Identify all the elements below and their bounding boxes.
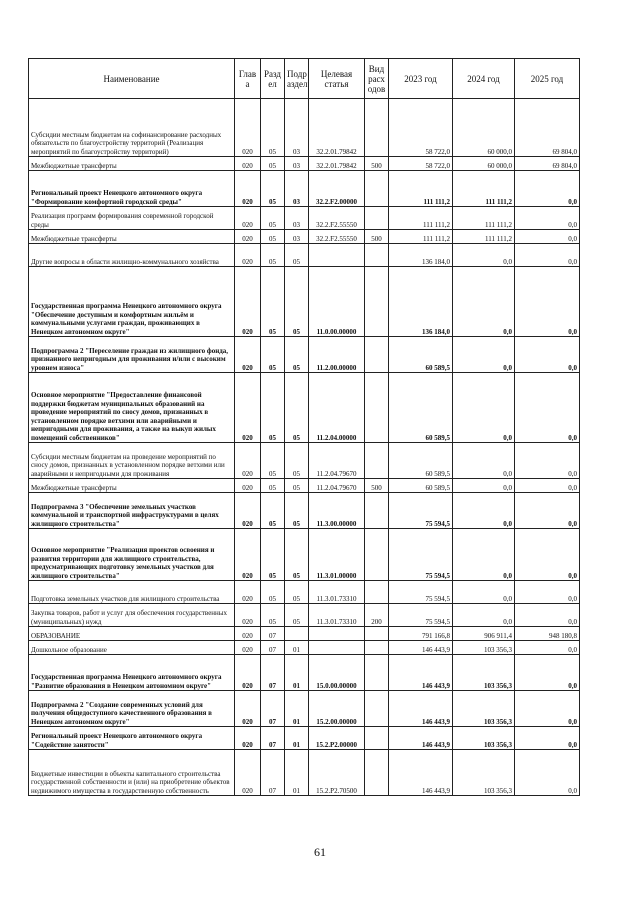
- cell-name: Межбюджетные трансферты: [29, 230, 235, 244]
- cell-glava: 020: [235, 267, 261, 337]
- cell-podrazdel: 05: [285, 581, 309, 604]
- cell-vid: 500: [365, 230, 389, 244]
- cell-razdel: 05: [261, 581, 285, 604]
- cell-statya: 15.2.00.00000: [309, 691, 365, 727]
- cell-2025: 0,0: [515, 443, 580, 479]
- table-row: [29, 99, 580, 157]
- cell-razdel: 07: [261, 627, 285, 641]
- header-glava: Глав а: [235, 59, 261, 99]
- cell-2025: 0,0: [515, 727, 580, 750]
- cell-statya: 11.3.01.00000: [309, 529, 365, 581]
- table-row: [29, 230, 580, 244]
- cell-2024: 0,0: [453, 443, 515, 479]
- cell-podrazdel: 01: [285, 691, 309, 727]
- cell-glava: 020: [235, 627, 261, 641]
- table-row: [29, 443, 580, 479]
- cell-podrazdel: 03: [285, 171, 309, 207]
- cell-vid: [365, 244, 389, 267]
- cell-statya: 32.2.01.79842: [309, 99, 365, 157]
- cell-2023: 58 722,0: [389, 157, 453, 171]
- cell-glava: 020: [235, 207, 261, 230]
- budget-table: [28, 58, 580, 796]
- table-row: [29, 627, 580, 641]
- cell-statya: [309, 627, 365, 641]
- cell-vid: [365, 171, 389, 207]
- cell-2025: 0,0: [515, 493, 580, 529]
- cell-glava: 020: [235, 479, 261, 493]
- table-row: [29, 479, 580, 493]
- cell-vid: [365, 99, 389, 157]
- cell-statya: 15.0.00.00000: [309, 655, 365, 691]
- cell-glava: 020: [235, 244, 261, 267]
- cell-vid: 500: [365, 157, 389, 171]
- cell-podrazdel: 05: [285, 493, 309, 529]
- cell-statya: 11.3.00.00000: [309, 493, 365, 529]
- cell-vid: [365, 641, 389, 655]
- cell-glava: 020: [235, 581, 261, 604]
- table-row: [29, 529, 580, 581]
- cell-2023: 60 589,5: [389, 337, 453, 373]
- cell-name: ОБРАЗОВАНИЕ: [29, 627, 235, 641]
- cell-podrazdel: 05: [285, 604, 309, 627]
- cell-glava: 020: [235, 493, 261, 529]
- cell-2025: 0,0: [515, 604, 580, 627]
- cell-2025: 0,0: [515, 171, 580, 207]
- cell-2024: 0,0: [453, 529, 515, 581]
- cell-vid: 200: [365, 604, 389, 627]
- cell-glava: 020: [235, 727, 261, 750]
- cell-2025: 0,0: [515, 581, 580, 604]
- cell-razdel: 05: [261, 99, 285, 157]
- cell-razdel: 05: [261, 337, 285, 373]
- cell-name: Региональный проект Ненецкого автономного округа "Содействие занятости": [29, 727, 235, 750]
- cell-podrazdel: 05: [285, 529, 309, 581]
- cell-razdel: 05: [261, 244, 285, 267]
- cell-name: Основное мероприятие "Реализация проектов освоения и развития территории для жилищного строительства, предусматривающих подготовку земельных участков для жилищного строительства": [29, 529, 235, 581]
- cell-podrazdel: [285, 627, 309, 641]
- cell-glava: 020: [235, 529, 261, 581]
- cell-razdel: 07: [261, 691, 285, 727]
- cell-name: Субсидии местным бюджетам на проведение мероприятий по сносу домов, признанных в установленном порядке ветхими или аварийными и непригодными для проживания: [29, 443, 235, 479]
- cell-name: Закупка товаров, работ и услуг для обеспечения государственных (муниципальных) нужд: [29, 604, 235, 627]
- cell-podrazdel: 01: [285, 727, 309, 750]
- cell-2025: 0,0: [515, 244, 580, 267]
- header-name: Наименование: [29, 59, 235, 99]
- cell-podrazdel: 03: [285, 157, 309, 171]
- cell-statya: 32.2.F2.55550: [309, 230, 365, 244]
- table-row: [29, 373, 580, 443]
- cell-glava: 020: [235, 655, 261, 691]
- cell-statya: 15.2.P2.70500: [309, 750, 365, 796]
- cell-2023: 111 111,2: [389, 171, 453, 207]
- cell-vid: [365, 443, 389, 479]
- cell-2025: 69 804,0: [515, 157, 580, 171]
- cell-name: Подготовка земельных участков для жилищного строительства: [29, 581, 235, 604]
- cell-2024: 60 000,0: [453, 99, 515, 157]
- cell-podrazdel: 03: [285, 230, 309, 244]
- cell-statya: 32.2.F2.55550: [309, 207, 365, 230]
- cell-podrazdel: 03: [285, 207, 309, 230]
- cell-name: Подпрограмма 2 "Переселение граждан из жилищного фонда, признанного непригодным для проживания и/или с высоким уровнем износа": [29, 337, 235, 373]
- header-2025: 2025 год: [515, 59, 580, 99]
- cell-name: Реализация программ формирования современной городской среды: [29, 207, 235, 230]
- cell-podrazdel: 05: [285, 337, 309, 373]
- cell-podrazdel: 05: [285, 443, 309, 479]
- cell-razdel: 05: [261, 373, 285, 443]
- cell-2023: 75 594,5: [389, 529, 453, 581]
- cell-2023: 111 111,2: [389, 230, 453, 244]
- cell-glava: 020: [235, 373, 261, 443]
- cell-name: Межбюджетные трансферты: [29, 479, 235, 493]
- table-row: [29, 604, 580, 627]
- cell-statya: 11.2.00.00000: [309, 337, 365, 373]
- cell-vid: [365, 691, 389, 727]
- header-podrazdel: Подр аздел: [285, 59, 309, 99]
- cell-razdel: 05: [261, 479, 285, 493]
- cell-2024: 111 111,2: [453, 230, 515, 244]
- cell-razdel: 05: [261, 171, 285, 207]
- cell-vid: [365, 727, 389, 750]
- cell-vid: [365, 373, 389, 443]
- cell-podrazdel: 05: [285, 244, 309, 267]
- cell-2023: 146 443,9: [389, 655, 453, 691]
- cell-vid: [365, 267, 389, 337]
- cell-name: Межбюджетные трансферты: [29, 157, 235, 171]
- cell-2023: 111 111,2: [389, 207, 453, 230]
- cell-2023: 75 594,5: [389, 604, 453, 627]
- cell-2025: 0,0: [515, 373, 580, 443]
- cell-name: Дошкольное образование: [29, 641, 235, 655]
- cell-2023: 146 443,9: [389, 750, 453, 796]
- cell-razdel: 07: [261, 641, 285, 655]
- cell-statya: 11.3.01.73310: [309, 604, 365, 627]
- cell-name: Подпрограмма 3 "Обеспечение земельных участков коммунальной и транспортной инфраструктурами в целях жилищного строительства": [29, 493, 235, 529]
- cell-name: Другие вопросы в области жилищно-коммунального хозяйства: [29, 244, 235, 267]
- table-row: [29, 750, 580, 796]
- cell-2024: 103 356,3: [453, 691, 515, 727]
- table-row: [29, 581, 580, 604]
- cell-statya: [309, 244, 365, 267]
- cell-razdel: 07: [261, 727, 285, 750]
- table-row: [29, 727, 580, 750]
- cell-name: Подпрограмма 2 "Создание современных условий для получения общедоступного качественного образования в Ненецком автономном округе": [29, 691, 235, 727]
- cell-2025: 0,0: [515, 230, 580, 244]
- cell-2023: 75 594,5: [389, 581, 453, 604]
- table-row: [29, 337, 580, 373]
- cell-glava: 020: [235, 604, 261, 627]
- cell-2024: 60 000,0: [453, 157, 515, 171]
- cell-name: Основное мероприятие "Предоставление финансовой поддержки бюджетам муниципальных образований на проведение мероприятий по сносу домов, признанных в установленном порядке ветхими или аварийными и непригодными для проживания, а также на выкуп жилых помещений собственников": [29, 373, 235, 443]
- cell-2024: 0,0: [453, 337, 515, 373]
- cell-2023: 60 589,5: [389, 373, 453, 443]
- cell-2024: 103 356,3: [453, 750, 515, 796]
- cell-razdel: 05: [261, 529, 285, 581]
- cell-statya: 32.2.01.79842: [309, 157, 365, 171]
- page-number: 61: [314, 845, 326, 859]
- cell-vid: [365, 627, 389, 641]
- cell-vid: [365, 337, 389, 373]
- cell-2024: 0,0: [453, 604, 515, 627]
- cell-2023: 146 443,9: [389, 641, 453, 655]
- cell-2025: 0,0: [515, 267, 580, 337]
- cell-razdel: 07: [261, 655, 285, 691]
- cell-podrazdel: 01: [285, 750, 309, 796]
- cell-razdel: 05: [261, 157, 285, 171]
- cell-2024: 906 911,4: [453, 627, 515, 641]
- cell-podrazdel: 05: [285, 267, 309, 337]
- cell-name: Государственная программа Ненецкого автономного округа "Обеспечение доступным и комфортным жильём и коммунальными услугами граждан, проживающих в Ненецком автономном округе": [29, 267, 235, 337]
- table-row: [29, 171, 580, 207]
- table-row: [29, 655, 580, 691]
- cell-vid: [365, 207, 389, 230]
- cell-2025: 69 804,0: [515, 99, 580, 157]
- cell-2024: 0,0: [453, 267, 515, 337]
- cell-vid: [365, 581, 389, 604]
- table-body: [29, 99, 580, 796]
- table-row: [29, 157, 580, 171]
- cell-statya: 11.2.04.79670: [309, 443, 365, 479]
- cell-2025: 0,0: [515, 691, 580, 727]
- cell-2024: 0,0: [453, 493, 515, 529]
- cell-glava: 020: [235, 691, 261, 727]
- cell-2023: 146 443,9: [389, 727, 453, 750]
- cell-2025: 948 180,8: [515, 627, 580, 641]
- header-statya: Целевая статья: [309, 59, 365, 99]
- table-row: [29, 641, 580, 655]
- cell-statya: [309, 641, 365, 655]
- cell-vid: [365, 493, 389, 529]
- cell-name: Субсидии местным бюджетам на софинансирование расходных обязательств по благоустройству территорий (Реализация мероприятий по благоустройству территорий): [29, 99, 235, 157]
- cell-glava: 020: [235, 157, 261, 171]
- cell-podrazdel: 01: [285, 641, 309, 655]
- cell-glava: 020: [235, 750, 261, 796]
- cell-2025: 0,0: [515, 641, 580, 655]
- header-2023: 2023 год: [389, 59, 453, 99]
- cell-razdel: 05: [261, 230, 285, 244]
- table-header-row: [29, 59, 580, 99]
- header-razdel: Разд ел: [261, 59, 285, 99]
- cell-glava: 020: [235, 171, 261, 207]
- cell-2024: 103 356,3: [453, 655, 515, 691]
- cell-razdel: 05: [261, 443, 285, 479]
- cell-name: Региональный проект Ненецкого автономного округа "Формирование комфортной городской среды": [29, 171, 235, 207]
- cell-2023: 791 166,8: [389, 627, 453, 641]
- table-row: [29, 244, 580, 267]
- cell-razdel: 05: [261, 604, 285, 627]
- cell-podrazdel: 05: [285, 479, 309, 493]
- cell-statya: 11.3.01.73310: [309, 581, 365, 604]
- cell-razdel: 05: [261, 493, 285, 529]
- cell-2025: 0,0: [515, 529, 580, 581]
- cell-2024: 0,0: [453, 244, 515, 267]
- cell-podrazdel: 05: [285, 373, 309, 443]
- cell-2023: 60 589,5: [389, 443, 453, 479]
- cell-2025: 0,0: [515, 655, 580, 691]
- cell-name: Государственная программа Ненецкого автономного округа "Развитие образования в Ненецком автономном округе": [29, 655, 235, 691]
- cell-podrazdel: 01: [285, 655, 309, 691]
- cell-2025: 0,0: [515, 207, 580, 230]
- cell-glava: 020: [235, 443, 261, 479]
- cell-2025: 0,0: [515, 479, 580, 493]
- cell-glava: 020: [235, 641, 261, 655]
- cell-2023: 58 722,0: [389, 99, 453, 157]
- cell-razdel: 05: [261, 267, 285, 337]
- cell-vid: [365, 655, 389, 691]
- cell-podrazdel: 03: [285, 99, 309, 157]
- header-2024: 2024 год: [453, 59, 515, 99]
- cell-statya: 11.2.04.00000: [309, 373, 365, 443]
- cell-razdel: 05: [261, 207, 285, 230]
- header-vid: Вид расх одов: [365, 59, 389, 99]
- cell-2024: 0,0: [453, 373, 515, 443]
- table-row: [29, 691, 580, 727]
- cell-2024: 111 111,2: [453, 207, 515, 230]
- cell-2023: 75 594,5: [389, 493, 453, 529]
- cell-2024: 103 356,3: [453, 641, 515, 655]
- table-row: [29, 207, 580, 230]
- cell-vid: 500: [365, 479, 389, 493]
- cell-glava: 020: [235, 230, 261, 244]
- table-row: [29, 493, 580, 529]
- cell-statya: 32.2.F2.00000: [309, 171, 365, 207]
- cell-2024: 0,0: [453, 479, 515, 493]
- cell-2023: 136 184,0: [389, 244, 453, 267]
- cell-razdel: 07: [261, 750, 285, 796]
- cell-2024: 103 356,3: [453, 727, 515, 750]
- cell-2023: 146 443,9: [389, 691, 453, 727]
- table-row: [29, 267, 580, 337]
- cell-name: Бюджетные инвестиции в объекты капитального строительства государственной собственности и (или) на приобретение объектов недвижимого имущества в государственную собственность: [29, 750, 235, 796]
- cell-glava: 020: [235, 337, 261, 373]
- cell-2025: 0,0: [515, 337, 580, 373]
- cell-glava: 020: [235, 99, 261, 157]
- cell-2023: 60 589,5: [389, 479, 453, 493]
- cell-2024: 111 111,2: [453, 171, 515, 207]
- cell-vid: [365, 529, 389, 581]
- cell-2023: 136 184,0: [389, 267, 453, 337]
- cell-2025: 0,0: [515, 750, 580, 796]
- cell-statya: 11.0.00.00000: [309, 267, 365, 337]
- cell-vid: [365, 750, 389, 796]
- cell-statya: 15.2.P2.00000: [309, 727, 365, 750]
- cell-statya: 11.2.04.79670: [309, 479, 365, 493]
- cell-2024: 0,0: [453, 581, 515, 604]
